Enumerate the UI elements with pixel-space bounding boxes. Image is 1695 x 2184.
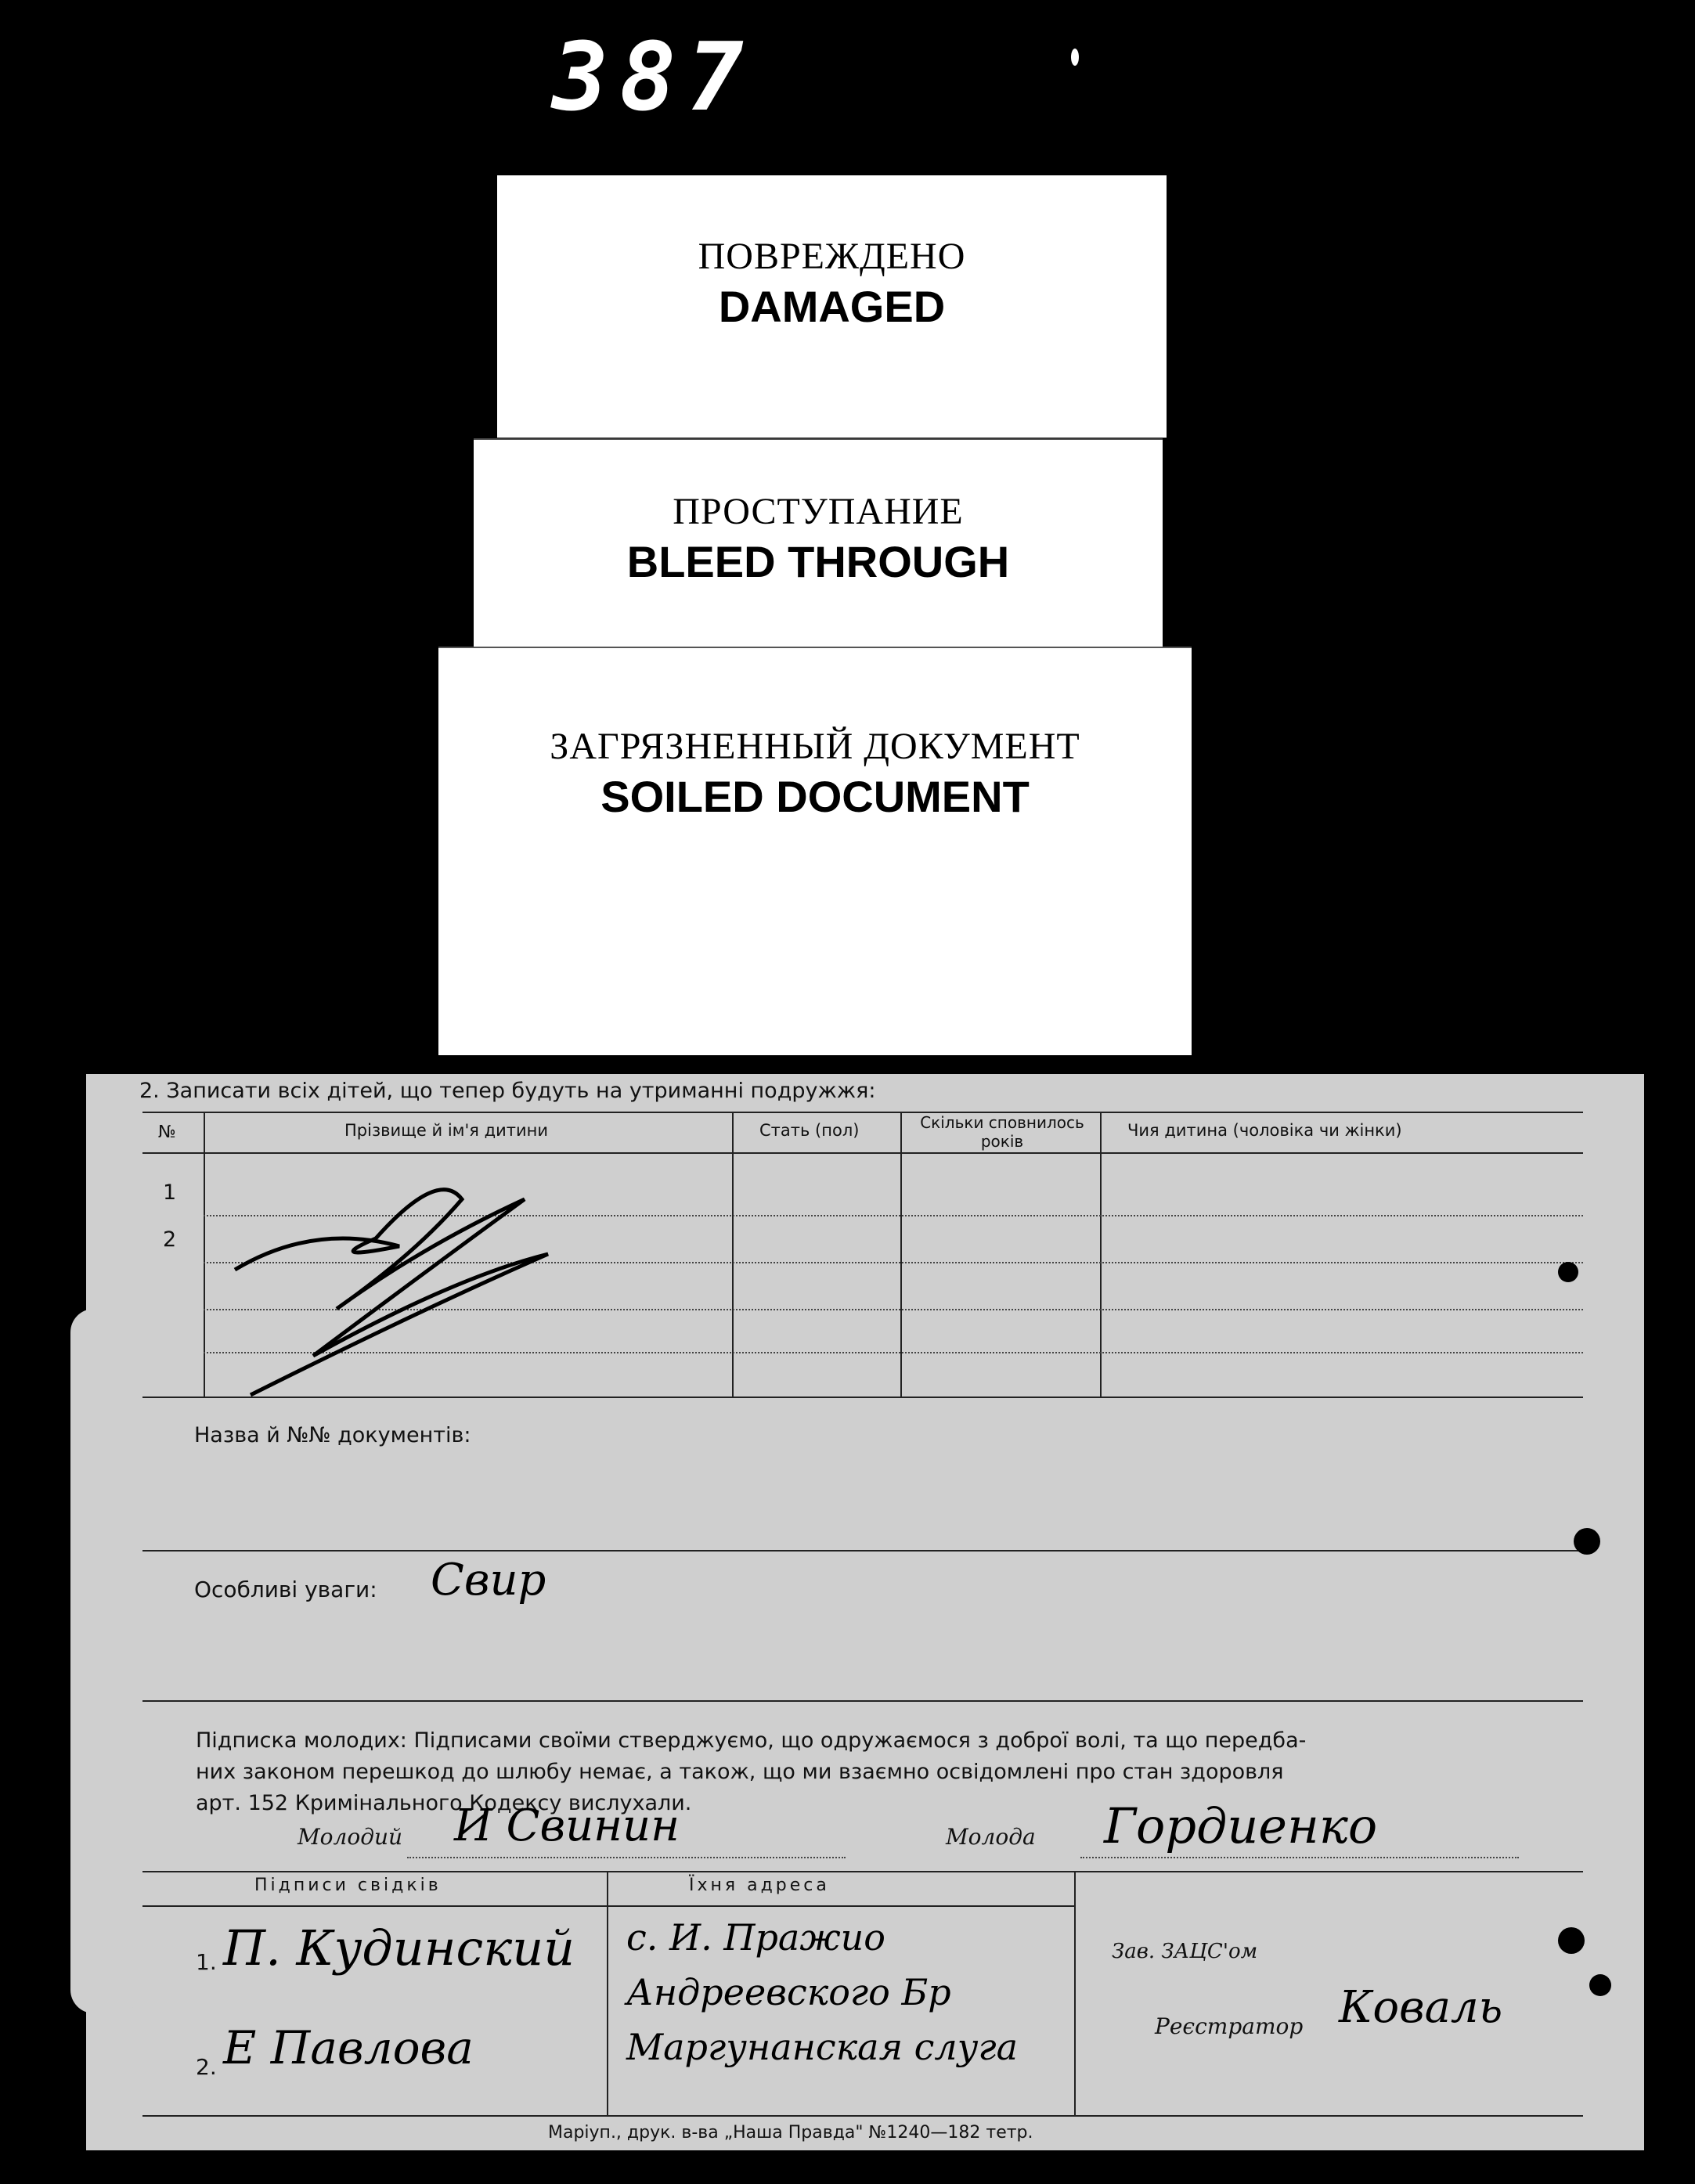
label-ru: ЗАГРЯЗНЕННЫЙ ДОКУМЕНТ (550, 726, 1080, 767)
section-border (142, 1550, 1583, 1552)
section-border (142, 1700, 1583, 1702)
address-line-2: Андреевского Бр (626, 1971, 951, 2013)
address-line-3: Маргунанская слуга (626, 2026, 1019, 2068)
form-bottom-border (142, 2115, 1583, 2117)
punch-hole (1558, 1262, 1578, 1282)
header-sex: Стать (пол) (759, 1121, 860, 1140)
row-number: 1 (163, 1180, 177, 1205)
registrar-signature: Коваль (1339, 1982, 1503, 2033)
witness-header: Підписи свідків (254, 1876, 442, 1895)
witness-header-border (142, 1905, 1074, 1907)
witness-col-divider (607, 1871, 608, 2115)
table-col-divider (204, 1112, 205, 1397)
bride-signature: Гордиенко (1104, 1797, 1378, 1854)
label-ru: ПОВРЕЖДЕНО (698, 236, 966, 277)
film-speck (1071, 49, 1079, 66)
signature-line (407, 1857, 846, 1858)
witness-2-number: 2. (196, 2054, 217, 2080)
bleed-through-label-card (474, 438, 1163, 655)
header-num: № (158, 1123, 176, 1142)
documents-label: Назва й №№ документів: (194, 1423, 471, 1447)
torn-edge (70, 1309, 141, 2013)
declaration-text: Підписка молодих: Підписами своїми стверджуємо, що одружаємося з доброї волі, та що передба- них законом перешкод до шлюбу немає, а також, що ми взаємно освідомлені про стан здоровля арт. 152 Кримінального Кодексу вислухали. (196, 1728, 1307, 1815)
zags-head-label: Зав. ЗАЦС'ом (1112, 1940, 1258, 1963)
notes-handwriting: Cвир (431, 1555, 546, 1606)
section-border (142, 1871, 1583, 1872)
signature-line (1080, 1857, 1519, 1858)
address-line-1: с. И. Пражио (626, 1916, 885, 1959)
soiled-document-label-card (438, 647, 1192, 1055)
section-title: 2. Записати всіх дітей, що тепер будуть на утриманні подружжя: (139, 1079, 876, 1103)
printer-footer: Маріуп., друк. в-ва „Наша Правда" №1240—182 тетр. (548, 2123, 1033, 2143)
damaged-label-card (497, 175, 1167, 438)
label-en: DAMAGED (718, 282, 946, 331)
table-col-divider (732, 1112, 734, 1397)
notes-label: Особливі уваги: (194, 1577, 377, 1602)
groom-label: Молодий (298, 1824, 403, 1850)
row-number: 2 (163, 1227, 177, 1252)
label-en: BLEED THROUGH (626, 537, 1010, 586)
table-col-divider (1100, 1112, 1102, 1397)
header-age: Скільки сповнилось років (920, 1113, 1084, 1151)
witness-col-divider (1074, 1871, 1076, 2115)
frame-number: 387 (552, 23, 755, 132)
bride-label: Молода (946, 1824, 1036, 1850)
witness-1-number: 1. (196, 1949, 217, 1975)
header-whose-child: Чия дитина (чоловіка чи жінки) (1127, 1121, 1402, 1140)
label-ru: ПРОСТУПАНИЕ (673, 491, 964, 532)
marriage-record-form (86, 1074, 1644, 2150)
witness-1-signature: П. Кудинский (223, 1919, 575, 1977)
table-top-border (142, 1112, 1583, 1113)
witness-2-signature: Е Павлова (223, 2021, 474, 2074)
label-en: SOILED DOCUMENT (600, 772, 1030, 821)
groom-signature: И Свинин (454, 1800, 680, 1851)
table-col-divider (900, 1112, 902, 1397)
punch-hole (1558, 1927, 1585, 1954)
header-child-name: Прізвище й ім'я дитини (344, 1121, 549, 1140)
punch-hole (1574, 1528, 1600, 1555)
registrar-label: Реєстратор (1155, 2013, 1304, 2039)
cancellation-scribble (219, 1152, 658, 1403)
address-header: Їхня адреса (689, 1876, 830, 1895)
punch-hole (1589, 1974, 1611, 1996)
